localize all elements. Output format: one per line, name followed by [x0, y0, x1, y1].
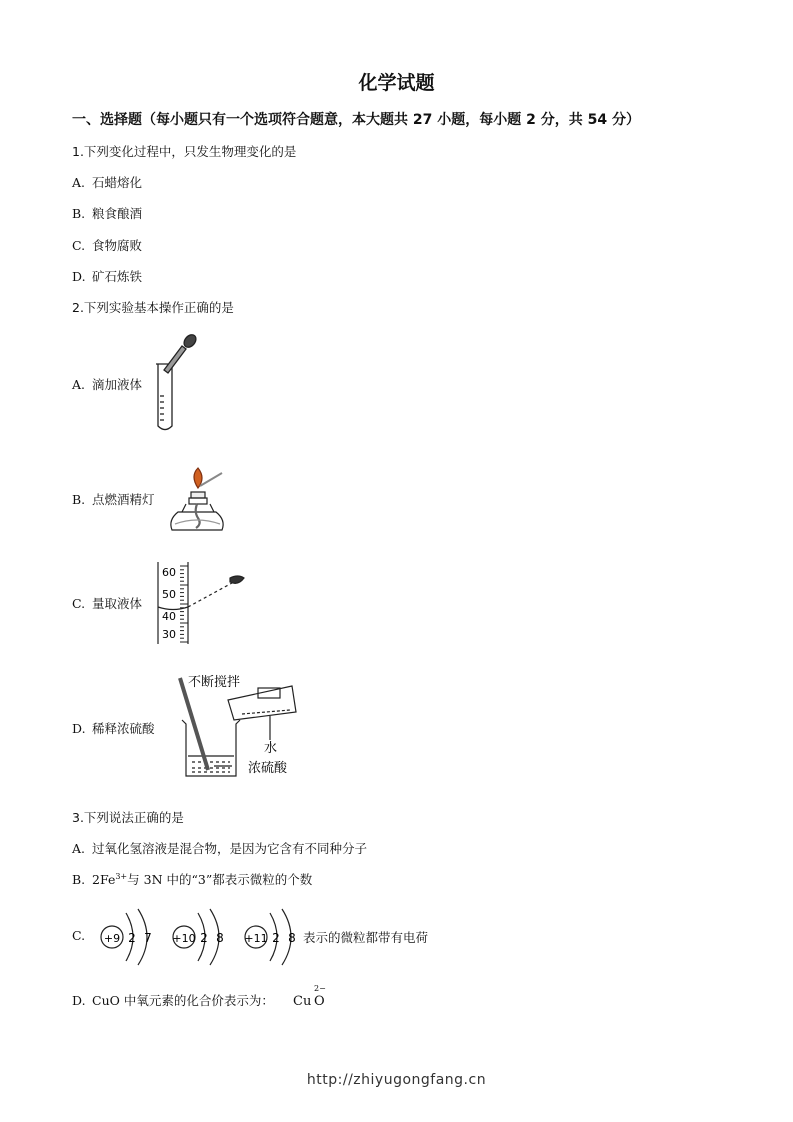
question-1-stem: 1.下列变化过程中，只发生物理变化的是 [72, 144, 297, 159]
q3-option-b [72, 870, 312, 888]
tick-label: 40 [162, 610, 176, 623]
question-2-stem: 2.下列实验基本操作正确的是 [72, 300, 234, 315]
q3-option-c-label: C. [72, 928, 86, 943]
option-text: 量取液体 [92, 596, 143, 611]
dilution-diagram [172, 670, 312, 788]
option-label: A. [72, 841, 86, 856]
nucleus-charge: +11 [244, 932, 268, 945]
option-label: C. [72, 238, 86, 253]
bottle-icon [228, 686, 296, 720]
shell-electrons: 2 [128, 931, 136, 945]
nucleus-charge: +10 [172, 932, 196, 945]
option-label: A. [72, 175, 86, 190]
tick-label: 50 [162, 588, 176, 601]
stir-label: 不断搅拌 [188, 675, 241, 690]
option-text: 点燃酒精灯 [92, 492, 155, 507]
option-label: D. [72, 269, 86, 284]
acid-label: 浓硫酸 [248, 761, 288, 776]
formula-pre: 2Fe [92, 872, 116, 887]
q3-option-d [72, 991, 274, 1009]
eye-icon [230, 576, 244, 583]
formula-cu: Cu [293, 994, 312, 1009]
option-label: B. [72, 492, 86, 507]
option-label: D. [72, 721, 86, 736]
q1-option-d [72, 267, 142, 285]
option-text: 过氧化氢溶液是混合物，是因为它含有不同种分子 [92, 841, 368, 856]
section-heading: 一、选择题（每小题只有一个选项符合题意，本大题共 27 小题，每小题 2 分，共 54 分） [72, 112, 640, 128]
option-label: B. [72, 872, 86, 887]
valence-formula [293, 984, 333, 1014]
wick-icon [196, 504, 200, 528]
page-title: 化学试题 [358, 72, 435, 94]
option-label: A. [72, 377, 86, 392]
option-text: 食物腐败 [92, 238, 143, 253]
shell-electrons: 8 [288, 931, 296, 945]
option-label: D. [72, 993, 86, 1008]
nucleus-charge: +9 [103, 932, 121, 945]
q1-option-b [72, 204, 142, 222]
option-text: 滴加液体 [92, 377, 143, 392]
option-text: 矿石炼铁 [92, 269, 143, 284]
dropper-test-tube-diagram [152, 332, 212, 436]
question-3-stem: 3.下列说法正确的是 [72, 810, 184, 825]
option-text: 粮食酿酒 [92, 206, 143, 221]
measuring-cylinder-diagram [152, 556, 252, 646]
cylinder-ticks [180, 566, 188, 642]
option-text: 与 3N 中的“3”都表示微粒的个数 [127, 872, 313, 887]
q3-option-c-text: 表示的微粒都带有电荷 [303, 930, 429, 945]
q3-option-a [72, 839, 367, 857]
option-label: B. [72, 206, 86, 221]
shell-electrons: 2 [200, 931, 208, 945]
q2-option-d [72, 719, 155, 737]
footer-url: http://zhiyugongfang.cn [306, 1072, 487, 1088]
tick-label: 30 [162, 628, 176, 641]
sight-line [188, 583, 232, 607]
option-label: C. [72, 596, 86, 611]
match-icon [200, 473, 222, 486]
shell-electrons: 7 [144, 931, 152, 945]
q1-option-c [72, 236, 142, 254]
option-text: 稀释浓硫酸 [92, 721, 155, 736]
option-text: CuO 中氧元素的化合价表示为： [92, 993, 274, 1008]
alcohol-lamp-diagram [160, 466, 230, 542]
charge-superscript: 3+ [115, 871, 128, 881]
q2-option-c [72, 594, 142, 612]
q2-option-a [72, 375, 142, 393]
formula-o: O [314, 994, 325, 1009]
atom-structure-diagrams [96, 905, 306, 969]
q2-option-b [72, 490, 155, 508]
option-text: 石蜡熔化 [92, 175, 143, 190]
valence-mark: 2− [314, 984, 326, 993]
q1-option-a [72, 173, 142, 191]
dropper-icon [164, 346, 186, 373]
shell-electrons: 2 [272, 931, 280, 945]
shell-electrons: 8 [216, 931, 224, 945]
tick-label: 60 [162, 566, 176, 579]
water-label: 水 [264, 741, 278, 756]
